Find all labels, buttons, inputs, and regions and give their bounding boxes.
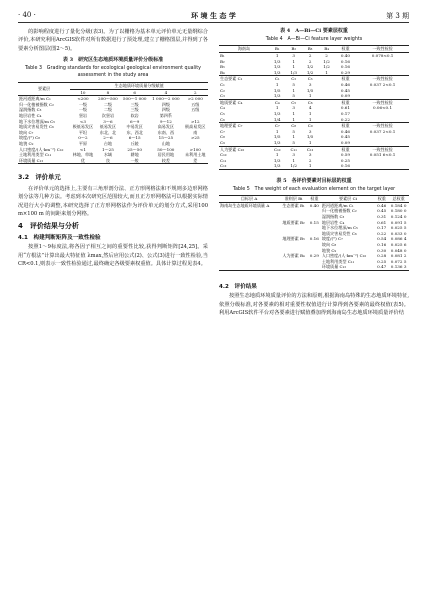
table-cell: 50～100 [157,146,175,152]
table-cell: 5 [292,93,295,99]
table-cell: 1/5 [306,87,314,93]
table-cell: 坚岩 [78,113,88,118]
table-cell: 南 [193,129,198,135]
table-cell: 权重 [335,146,356,152]
table-cell: C₁₀ [220,152,227,158]
table-cell: 0.184 0 [390,202,407,208]
table-cell: 坡向 C₇ [19,129,34,135]
table-cell: 0.025 6 [390,242,407,248]
table-row [18,158,208,164]
section-4-2-paragraph: 按照生态地质环境质量评价的方法和原则,根据海南岛特殊的生态地质环境特征,依照分级标准,对各要素的相对重要性权值进行计算得到各要素的最终权值(表5)。利用ArcGIS软件平台对各要素进行赋值叠加得到海南岛生态地质环境质量评价结 [219,293,409,317]
table-cell: C₂ [220,87,225,93]
table-cell [219,264,279,270]
table-cell: 生态要素 B₁ [282,202,305,208]
table-cell: C₅ [220,110,225,116]
table-cell: 土地利用类型 C₁₁ [19,152,52,158]
table-cell: <200 [77,96,89,102]
table-row [219,264,409,270]
right-column [219,28,409,318]
table3 [18,82,208,164]
table-cell: 0.081 2 [390,253,407,259]
table-cell: 一致性检验 [356,123,409,129]
table-cell: 3 [292,105,295,111]
table-cell: 1 [292,157,295,163]
table-cell: 人口密度/(人·km⁻²) C₁₀ [19,146,64,152]
table-cell: 1 [325,69,328,75]
table-cell: 3 [308,152,312,158]
table-cell [318,163,334,169]
table4-head-cell: 一致性检验 [356,46,409,53]
table3-head-cell: 6 [120,89,149,96]
table-cell: 东北、北 [99,129,117,135]
table-cell: 0.051 6<0.1 [369,152,396,158]
table5-head-cell: 目标层 A [219,196,279,203]
table-cell: <3 [79,118,86,124]
table3-group-head: 生态地质环境质量分级赋值 [70,83,208,90]
table4-head-cell: B₃ [302,46,318,53]
table-cell: 一致性检验 [356,99,409,105]
table-cell: 湿润指数 C₃ [321,214,345,220]
table-cell: 0.048 0 [390,247,407,253]
table-cell: 1 [292,58,295,64]
table-cell: 1 [292,116,295,122]
table-cell: >100 [189,146,201,152]
table-cell: 0.30 [377,247,387,253]
table-cell: 0.61 [340,105,351,111]
table-cell: 一致性检验 [356,146,409,152]
section-4-1-paragraph: 按照1～9标度法,将各因子相互之间的重要性比较,获得判断矩阵[24,25]。采用“方根法”计算出最大特征值 λmax,然后应用公式(2)、公式(3)进行一致性检验,当CR<0.1,则表示一致性检验通过,最终确定各级要素权重值。具体计算过程见表4。 [18,244,208,267]
left-column [18,28,208,268]
table-cell: 3～6 [103,118,113,124]
table-cell: 一致性检验 [356,76,409,82]
issue-number: 第 3 期 [386,12,409,20]
table-cell: 0.078<0.1 [371,53,394,58]
table-cell: 1/3 [273,139,281,145]
table-cell: 0.28 [377,253,387,259]
table-cell: C₆ [302,99,318,105]
table-cell: 1/5 [273,87,281,93]
table-cell: 0.17 [377,225,387,231]
table-cell: 一般 [130,157,139,163]
table4-head-cell: 权重 [335,46,356,53]
table-cell: 0.61 [377,219,387,225]
table-cell: 二级 [103,101,113,107]
table4-head-cell: 海南岛 [219,46,269,53]
table-cell: 人口密度/(人·km⁻²) C₁₀ [321,253,367,259]
table-cell: 山地 [161,140,170,146]
table-cell: 1 [275,53,279,58]
table-cell: 1 [275,152,279,158]
table-cell: 东、西北 [126,129,143,135]
section-4-heading: 4 评价结果与分析 [18,222,79,231]
table-cell: 0.16 [309,236,319,242]
table-cell [308,264,321,270]
table-cell: 0.16 [340,163,351,169]
table5-caption-en: Table 5 The weight of each evaluation element on the target layer [232,186,396,192]
table-cell: C₅ [285,99,301,105]
table-cell: 1/3 [290,69,297,75]
table-cell: 0.037 2<0.1 [369,81,396,87]
table-cell: 低易发区 [99,124,117,130]
table-cell: 3 [292,152,295,158]
table-cell: 优 [80,157,85,163]
table-cell: 平原 [78,140,88,146]
table4 [219,45,409,169]
table-cell: B₄ [220,69,225,75]
table-cell: 0.072 5 [390,258,407,264]
table-cell: 1 [292,87,295,93]
table-cell: 台地 [103,140,113,146]
table3-caption-en: Table 3 Grading standards for ecological geological environment quality assessment in the study area [25,66,201,78]
table-cell: 2 [308,157,312,163]
table-cell: 1 [308,110,312,116]
table-cell: 0.59 [340,152,351,158]
table3-head-cell: 10 [70,89,95,96]
table-cell: B₃ [220,64,225,70]
table-cell: 0.45 [340,87,351,93]
table-cell: 环境质量 C₁₂ [321,264,346,270]
table-cell: 0.025 5 [390,225,407,231]
table-cell [356,163,409,169]
table-row [219,163,409,169]
table4-head-cell: B₂ [285,46,301,53]
table-cell: 3 [308,128,312,134]
table-cell: 1 000～2 000 [152,96,180,102]
table-cell: 0.40 [309,202,319,208]
table-cell: 四级 [161,101,170,107]
table3-head-cell: 8 [96,89,121,96]
table-cell: 0.31 [377,214,387,220]
table-cell: 0.29 [340,69,351,75]
table-cell: 0.40 [340,53,351,58]
table-cell: 1/2 [290,163,297,169]
table-cell: C₄ [269,99,285,105]
table-cell: 1 [275,128,279,134]
table-cell: 软岩 [130,113,139,118]
table-cell: 1/4 [273,116,281,122]
table-cell: 极高易发区 [185,124,206,130]
table-cell: 2 [308,53,312,58]
table-cell: 未利用土地 [185,152,206,158]
table-cell: >2 000 [187,96,203,102]
table3-head-cell: 4 [149,89,182,96]
table-cell [279,264,308,270]
table-cell: C₃ [302,76,318,82]
table-cell: 归一化植被指数 C₂ [19,101,54,107]
table-cell: 二级 [103,107,113,113]
table-cell: 1/3 [273,69,281,75]
table-cell: 地质灾害易发性 C₆ [321,230,357,236]
table-cell: C₇ [220,128,225,134]
table-cell: 1/2 [306,64,314,70]
table-cell: 1 [292,64,295,70]
table-cell: 5 [292,81,295,87]
table-cell: 人为要素 C₁₀ [219,146,269,152]
table-cell: 环境质量 C₁₂ [19,157,44,163]
table-cell: C₁₁ [220,157,227,163]
table-cell: 极低易发区 [72,124,94,130]
table-cell: 距河道距离/m C₁ [321,202,354,208]
table5-head-cell: 权重 [375,196,388,203]
table-cell: 五级 [191,101,200,107]
table-cell: 距河道距离/m C₁ [19,96,51,102]
table-cell: B₁ [220,53,225,58]
table-cell: B₂ [220,58,225,64]
table5-caption: 表 5 各评价要素对目标层的权重 [276,177,352,184]
table-cell: 差 [193,157,198,163]
table-cell: C₉ [220,139,225,145]
table-cell: 0.25 [377,258,387,264]
table-cell: 次坚岩 [101,113,115,118]
table-cell: 一级 [78,101,88,107]
table-cell: C₄ [220,105,225,111]
table-cell: C₇ [269,123,285,129]
table-cell: 1/5 [306,134,314,140]
table-cell: 0.086 4 [390,236,407,242]
table5-head-cell: 权重 [308,196,321,203]
table-cell: 高易发区 [157,124,175,130]
table-cell: 权重 [335,76,356,82]
table-cell: 0.46 [340,128,351,134]
table-cell: 1 [308,163,312,169]
table5-head-cell: 要素层 Ci [321,196,375,203]
table-cell: 平坦 [78,129,88,135]
table-cell: 地质要素 B₂ [282,219,305,225]
table-cell: C₁ [269,76,285,82]
table-cell: 1 [275,81,279,87]
table-cell: 地貌 C₉ [321,247,337,253]
table-cell: 1/3 [273,64,281,70]
table-cell: 1/3 [273,93,281,99]
table-cell: 丘陵 [130,140,139,146]
table3-head-cell: 要素层 [18,83,70,96]
table-cell: 500～1 000 [122,96,147,102]
table-cell: 居民用地 [157,152,175,158]
table-cell: 生态要素 C₁ [219,76,269,82]
table-cell: 0.136 3 [390,264,407,270]
table-cell: 0.180 0 [390,208,407,214]
table-cell: 3 [308,81,312,87]
table-cell: 0.091 5 [390,219,407,225]
running-header [18,10,409,23]
table-cell: 2～6 [103,135,113,141]
table-cell: 0.22 [377,230,387,236]
table-cell: 地质要素 C₄ [219,99,269,105]
table-cell: C₉ [302,123,318,129]
table4-caption-en: Table 4 A—Bi—Ci feature layer weights [265,37,363,42]
table-cell: C₁₂ [302,146,318,152]
table-cell: 坡向 C₈ [321,242,337,248]
table-cell: 耕地 [130,152,139,158]
table-cell: 1/3 [273,157,281,163]
table-cell: 海南岛生态地质环境质量 A [220,202,270,208]
table-cell: 4 [308,105,312,111]
table-cell: 地理要素 B₃ [282,236,305,242]
table-cell: 1～25 [101,146,114,152]
table-cell: 地层岩性 C₄ [19,113,42,118]
table-cell: 0.47 [377,264,387,270]
table5-head-cell: 准则层 Bi [279,196,308,203]
section-3-2-paragraph: 在评价单元的选择上,主要有三角形剖分法、正方形网格法和不规则多边形网格划分法等几种方法。考虑到本次研究区范围较大,而且正方形网格法可以根据实际情况进行大小的调整,本研究选择了正方形网格法作为评价单元的划分方式,采用100 m×100 m 的间距来划分网格。 [18,185,208,217]
table-cell: 坡度/(°) C₇ [321,236,343,242]
table-cell: 1/2 [323,58,330,64]
table-cell: 5 [292,139,295,145]
table-cell: 0.45 [340,134,351,140]
table-cell: 1 [308,116,312,122]
table-cell: 林地、草地 [72,152,94,158]
table4-caption: 表 4 A—Bi—Ci 要素层权重 [280,28,348,34]
table-cell: 0.45 [377,208,387,214]
table5-head-cell: 总权重 [388,196,409,203]
table-cell: 0.25 [340,157,351,163]
table-cell: 1 [292,134,295,140]
table5 [219,195,409,271]
table-cell: 1 [292,110,295,116]
table-cell: 较差 [161,157,170,163]
table-cell: 0.54 [377,236,387,242]
table-cell: 0.16 [340,58,351,64]
table-cell: 5 [292,128,295,134]
table-cell: 权重 [335,123,356,129]
table-cell: 1/3 [273,110,281,116]
table-cell: C₆ [220,116,225,122]
table-cell: 地下水位埋深/m C₅ [321,225,358,231]
intro-paragraph: 的影响程度进行了量化分级(表3)。为了以栅格为基本单元评价单元无量纲综合评价,本研究利用ArcGIS软件对所有数据进行了预处理,建立了栅格图层,并得到了各要素分析图层(图2～5)。 [18,29,208,52]
section-3-2-heading: 3.2 评价单元 [18,174,61,182]
table4-head-cell: B₁ [269,46,285,53]
table-cell: 1/2 [306,69,314,75]
table-cell: 0.16 [377,242,387,248]
table-cell: 0.46 [340,81,351,87]
section-4-1-heading: 4.1 构建判断矩阵及一致性检验 [18,234,101,241]
table-cell: 地下水位埋深/m C₅ [19,118,55,124]
table-cell: 三级 [130,101,139,107]
table-cell: 良 [105,157,110,163]
table-cell: 坡度/(°) C₈ [19,135,40,141]
journal-title: 环 境 生 态 学 [191,11,236,20]
table-cell: 0.124 0 [390,214,407,220]
table-cell: C₃ [220,93,225,99]
table-cell: 0.037 2<0.1 [369,128,396,134]
table-cell: 1/3 [273,58,281,64]
table-cell: 2 [308,58,312,64]
table-cell: 0.46 [377,202,387,208]
table-cell: 0.09 [340,93,351,99]
table-cell: 东南、西 [157,129,175,135]
table3-caption: 表 3 研究区生态地质环境质量评价分级标准 [62,57,164,64]
table-cell: 四级 [161,107,170,113]
table-cell: 土地利用类型 C₁₁ [321,258,355,264]
table-cell: C₂ [285,76,301,82]
table-cell: 0～2 [78,135,88,141]
table-cell: 1/3 [273,163,281,169]
page-number: · 40 · [18,11,36,19]
table-cell: 1/2 [323,64,330,70]
table-cell: 2 [325,53,328,58]
table-cell: 地质灾害易发性 C₆ [19,124,54,130]
table-cell: 权重 [335,99,356,105]
table-cell: 归一化植被指数 C₂ [321,208,357,214]
table-cell: 0.06<0.1 [373,105,393,111]
table-cell: 0.033 0 [390,230,407,236]
table-cell: 第四系 [159,113,172,118]
table-cell: 9～12 [159,118,172,124]
table3-head-cell: 2 [183,89,208,96]
table-cell: 1 [275,105,279,111]
table-cell: C₁₂ [220,163,227,169]
table-cell: 1 [308,93,312,99]
table-cell: C₁₀ [269,146,285,152]
table-cell: 一级 [78,107,88,113]
table-cell: 1 [308,139,312,145]
table-cell: 地理要素 C₇ [219,123,269,129]
table-cell: 五级 [191,107,200,113]
table4-head-cell: B₄ [318,46,334,53]
table-cell: <1 [79,146,86,152]
table-cell: 6～15 [128,135,141,141]
table-cell: 三级 [130,107,139,113]
table-cell: 0.09 [340,139,351,145]
table-cell: 人为要素 B₄ [282,253,305,259]
table-cell: 25～50 [127,146,142,152]
table-cell: C₁ [220,81,225,87]
table-cell: 0.29 [309,253,319,259]
table-cell: 地貌 C₉ [19,140,34,146]
table-cell: C₈ [285,123,301,129]
table-cell: 0.22 [340,116,351,122]
table-cell: C₁₁ [285,146,301,152]
table-cell: 中易发区 [126,124,143,130]
table-cell: 3 [292,53,295,58]
table-cell: 0.17 [340,110,351,116]
table-cell: 1/5 [273,134,281,140]
table-cell: 地层岩性 C₄ [321,219,345,225]
section-4-2-heading: 4.2 评价结果 [219,284,257,290]
table-cell: >25 [190,135,200,141]
table-cell: >12 [190,118,200,124]
table-row [18,96,208,102]
table-cell: 湿润指数 C₃ [19,107,42,113]
table-cell: 15～25 [158,135,174,141]
table-cell: C₈ [220,134,225,140]
table-cell: 0.16 [340,64,351,70]
table-cell: 6～9 [130,118,140,124]
table-cell: 水域 [103,152,113,158]
table-cell: 0.15 [309,219,319,225]
table-cell: 200～500 [98,96,118,102]
